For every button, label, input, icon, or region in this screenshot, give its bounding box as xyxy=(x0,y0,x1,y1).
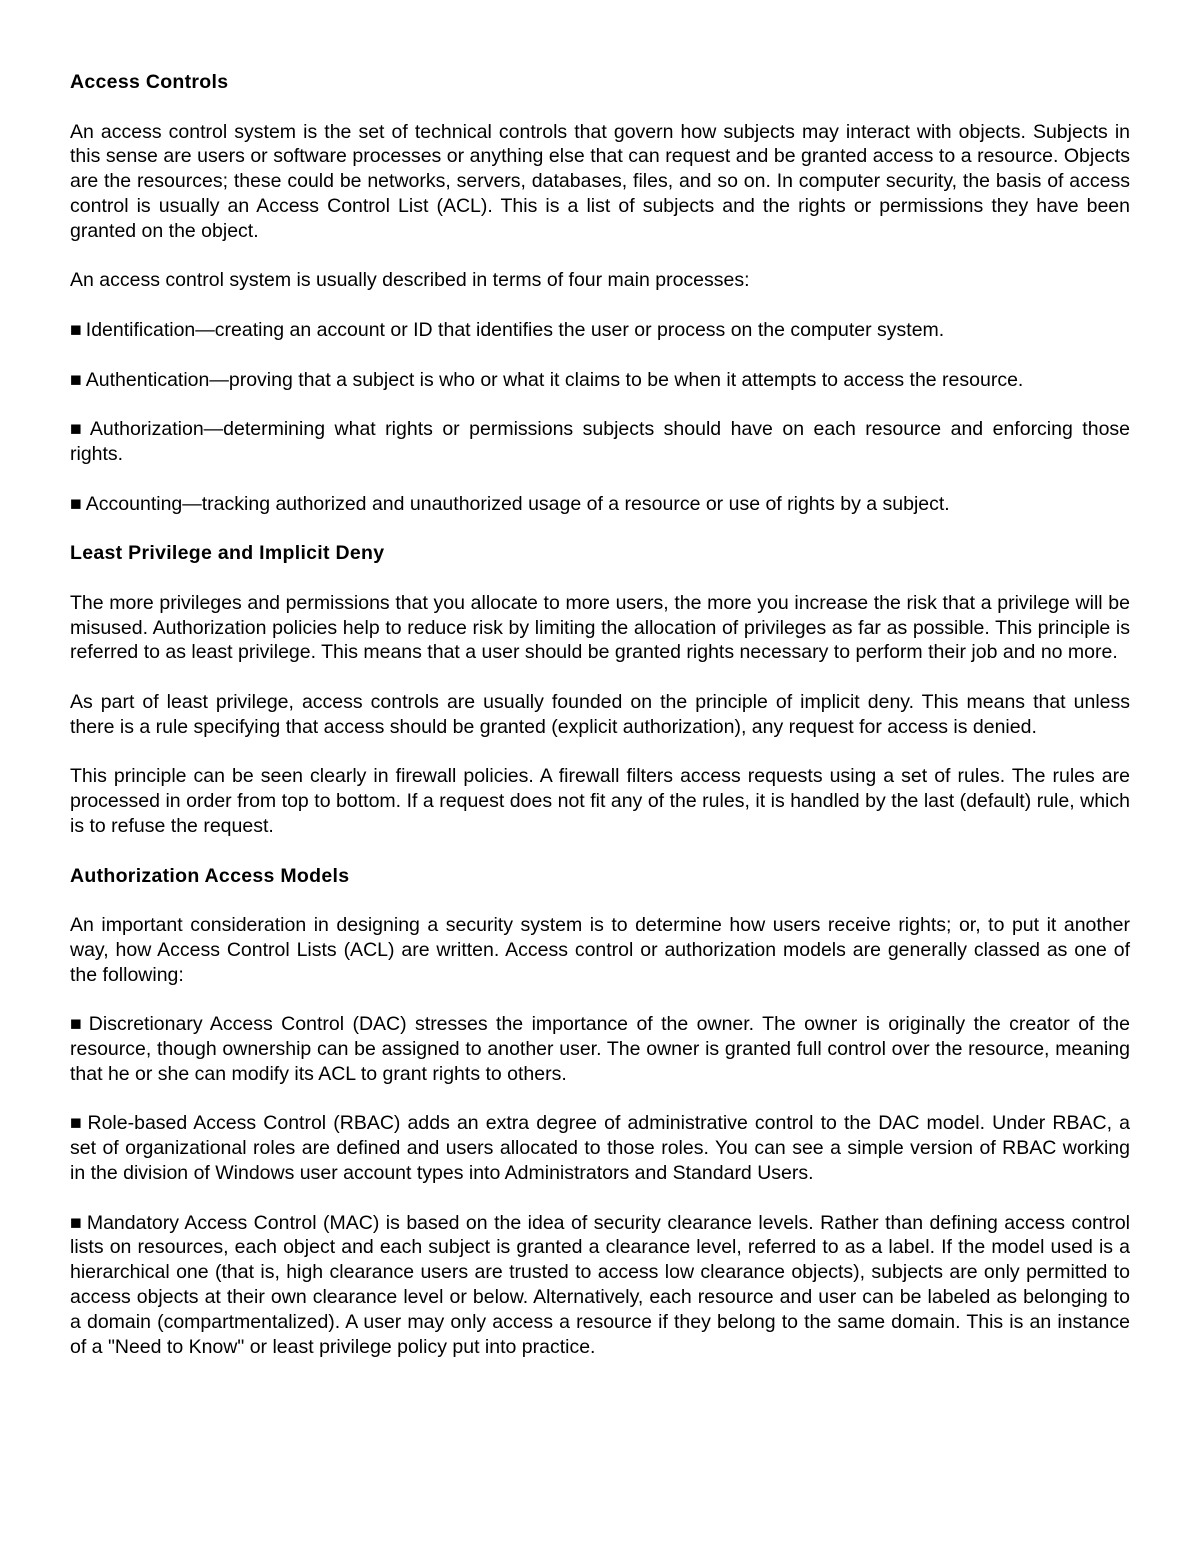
bullet-text: Mandatory Access Control (MAC) is based on the idea of security clearance levels. Rather than defining access control lists on resources, each object and each subject is granted a clearance level, referred to as a label. If the model used is a hierarchical one (that is, high clearance users are trusted to access low clearance objects), subjects are only permitted to access objects at their own clearance level or below. Alternatively, each resource and user can be labeled as belonging to a domain (compartmentalized). A user may only access a resource if they belong to the same domain. This is an instance of a "Need to Know" or least privilege policy put into practice. xyxy=(70,1211,1130,1358)
bullet-text: Accounting—tracking authorized and unauthorized usage of a resource or use of rights by a subject. xyxy=(85,492,950,515)
document-page xyxy=(70,70,1130,1384)
bullet-square-icon: ■ xyxy=(70,418,86,441)
bullet-square-icon: ■ xyxy=(70,492,82,515)
bullet-mac xyxy=(70,1211,1130,1360)
bullet-text: Identification—creating an account or ID that identifies the user or process on the computer system. xyxy=(85,318,945,341)
bullet-text: Discretionary Access Control (DAC) stresses the importance of the owner. The owner is originally the creator of the resource, though ownership can be assigned to another user. The owner is granted full control over the resource, meaning that he or she can modify its ACL to grant rights to others. xyxy=(70,1013,1131,1085)
paragraph-access-models-intro: An important consideration in designing a security system is to determine how users receive rights; or, to put it another way, how Access Control Lists (ACL) are written. Access control or authorization models are generally classed as one of the following: xyxy=(70,914,1130,986)
paragraph-implicit-deny: As part of least privilege, access controls are usually founded on the principle of implicit deny. This means that unless there is a rule specifying that access should be granted (explicit authorization), any request for access is denied. xyxy=(70,690,1130,738)
bullet-authentication xyxy=(70,368,1130,393)
bullet-square-icon: ■ xyxy=(70,368,82,391)
heading-access-controls: Access Controls xyxy=(70,71,229,93)
bullet-text: Authentication—proving that a subject is who or what it claims to be when it attempts to access the resource. xyxy=(85,368,1024,391)
heading-least-privilege: Least Privilege and Implicit Deny xyxy=(70,542,385,565)
bullet-square-icon: ■ xyxy=(70,1112,84,1135)
bullet-dac xyxy=(70,1012,1130,1086)
paragraph-least-privilege: The more privileges and permissions that you allocate to more users, the more you increase the risk that a privilege will be misused. Authorization policies help to reduce risk by limiting the allocation of privileges as far as possible. This principle is referred to as least privilege. This means that a user should be granted rights necessary to perform their job and no more. xyxy=(70,591,1130,664)
bullet-accounting xyxy=(70,492,1130,517)
bullet-square-icon: ■ xyxy=(70,1211,83,1234)
paragraph-acs-definition: An access control system is the set of technical controls that govern how subjects may interact with objects. Subjects in this sense are users or software processes or anything else that can request and be granted access to a resource. Objects are the resources; these could be networks, servers, databases, files, and so on. In computer security, the basis of access control is usually an Access Control List (ACL). This is a list of subjects and the rights or permissions they have been granted on the object. xyxy=(70,120,1130,242)
bullet-text: Authorization—determining what rights or permissions subjects should have on each resource and enforcing those rights. xyxy=(70,418,1131,465)
bullet-square-icon: ■ xyxy=(70,318,82,341)
paragraph-four-processes: An access control system is usually described in terms of four main processes: xyxy=(70,269,750,292)
bullet-text: Role-based Access Control (RBAC) adds an extra degree of administrative control to the DAC model. Under RBAC, a set of organizational roles are defined and users allocated to those roles. You can see a simple version of RBAC working in the division of Windows user account types into Administrators and Standard Users. xyxy=(70,1112,1130,1185)
bullet-square-icon: ■ xyxy=(70,1013,85,1036)
paragraph-firewall-policies: This principle can be seen clearly in firewall policies. A firewall filters access requests using a set of rules. The rules are processed in order from top to bottom. If a request does not fit any of the rules, it is handled by the last (default) rule, which is to refuse the request. xyxy=(70,765,1130,837)
heading-authorization-access-models: Authorization Access Models xyxy=(70,864,350,887)
bullet-authorization xyxy=(70,417,1130,467)
bullet-identification xyxy=(70,318,1130,343)
bullet-rbac xyxy=(70,1111,1130,1185)
